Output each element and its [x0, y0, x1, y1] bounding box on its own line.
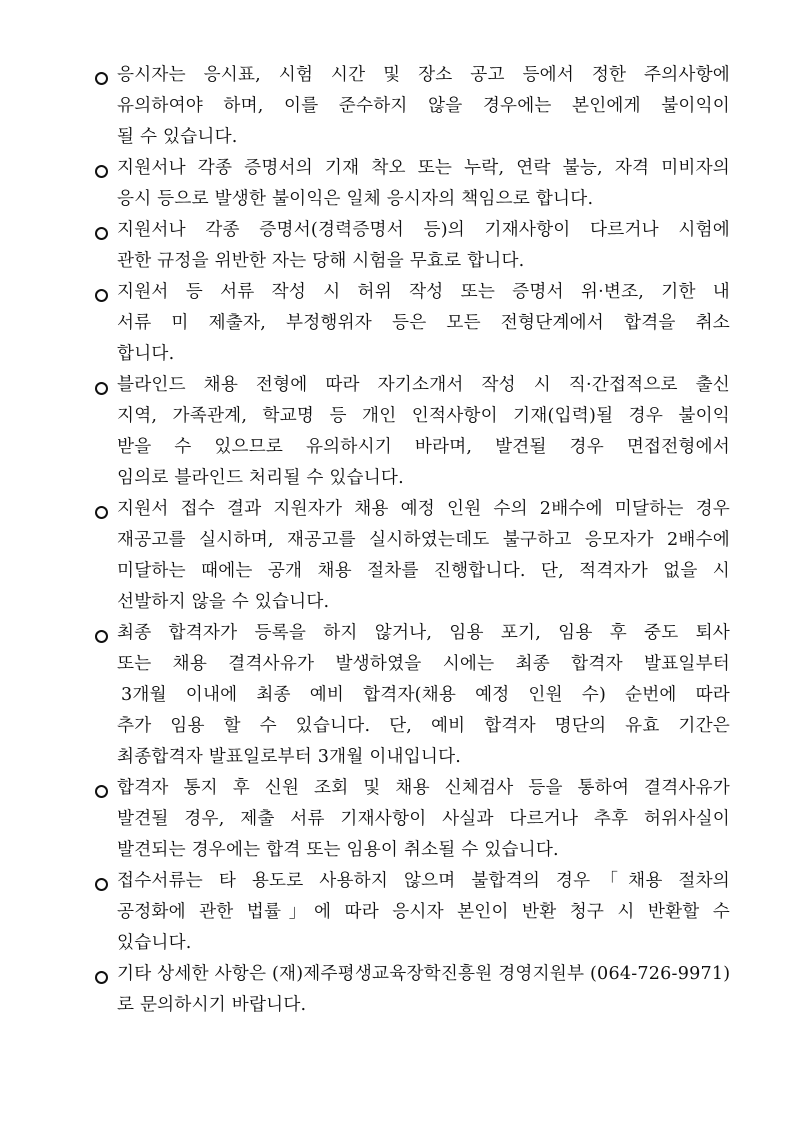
notice-line: 합격자 통지 후 신원 조회 및 채용 신체검사 등을 통하여 결격사유가 — [117, 778, 730, 798]
hollow-circle-bullet-icon — [95, 506, 108, 519]
notice-line: 공정화에 관한 법률」에 따라 응시자 본인이 반환 청구 시 반환할 수 — [117, 902, 730, 922]
notice-line: 지원서나 각종 증명서의 기재 착오 또는 누락, 연락 불능, 자격 미비자의 — [117, 158, 730, 178]
notice-line: 응시 등으로 발생한 불이익은 일체 응시자의 책임으로 합니다. — [117, 189, 594, 209]
notice-line: 지역, 가족관계, 학교명 등 개인 인적사항이 기재(입력)될 경우 불이익 — [117, 406, 730, 426]
hollow-circle-bullet-icon — [95, 382, 108, 395]
notice-line: 관한 규정을 위반한 자는 당해 시험을 무효로 합니다. — [117, 251, 525, 271]
hollow-circle-bullet-icon — [95, 878, 108, 891]
notice-line: 있습니다. — [117, 933, 192, 953]
notice-line: 3개월 이내에 최종 예비 합격자(채용 예정 인원 수) 순번에 따라 — [121, 685, 730, 705]
notice-line: 기타 상세한 사항은 (재)제주평생교육장학진흥원 경영지원부 (064-726-9971) — [117, 964, 731, 984]
notice-line: 최종합격자 발표일로부터 3개월 이내입니다. — [117, 747, 462, 767]
notice-item — [95, 277, 730, 370]
notice-line: 추가 임용 할 수 있습니다. 단, 예비 합격자 명단의 유효 기간은 — [117, 716, 730, 736]
hollow-circle-bullet-icon — [95, 227, 108, 240]
notice-line: 미달하는 때에는 공개 채용 절차를 진행합니다. 단, 적격자가 없을 시 — [117, 561, 730, 581]
notice-line: 받을 수 있으므로 유의하시기 바라며, 발견될 경우 면접전형에서 — [117, 437, 730, 457]
notice-line: 지원서나 각종 증명서(경력증명서 등)의 기재사항이 다르거나 시험에 — [117, 220, 730, 240]
hollow-circle-bullet-icon — [95, 785, 108, 798]
notice-line: 발견되는 경우에는 합격 또는 임용이 취소될 수 있습니다. — [117, 840, 559, 860]
notice-item — [95, 153, 730, 215]
notice-item — [95, 215, 730, 277]
notice-line: 유의하여야 하며, 이를 준수하지 않을 경우에는 본인에게 불이익이 — [117, 96, 730, 116]
notice-line: 선발하지 않을 수 있습니다. — [117, 592, 330, 612]
notice-line: 최종 합격자가 등록을 하지 않거나, 임용 포기, 임용 후 중도 퇴사 — [117, 623, 730, 643]
notice-line: 지원서 접수 결과 지원자가 채용 예정 인원 수의 2배수에 미달하는 경우 — [117, 499, 730, 519]
notice-line: 응시자는 응시표, 시험 시간 및 장소 공고 등에서 정한 주의사항에 — [117, 65, 730, 85]
notice-line: 접수서류는 타 용도로 사용하지 않으며 불합격의 경우「채용 절차의 — [117, 871, 730, 891]
notice-item — [95, 618, 730, 773]
notice-item — [95, 60, 730, 153]
hollow-circle-bullet-icon — [95, 289, 108, 302]
notice-list — [95, 60, 730, 1021]
notice-line: 로 문의하시기 바랍니다. — [117, 995, 307, 1015]
notice-line: 블라인드 채용 전형에 따라 자기소개서 작성 시 직·간접적으로 출신 — [117, 375, 730, 395]
notice-line: 재공고를 실시하며, 재공고를 실시하였는데도 불구하고 응모자가 2배수에 — [117, 530, 730, 550]
notice-line: 지원서 등 서류 작성 시 허위 작성 또는 증명서 위·변조, 기한 내 — [117, 282, 730, 302]
notice-line: 될 수 있습니다. — [117, 127, 238, 147]
notice-line: 또는 채용 결격사유가 발생하였을 시에는 최종 합격자 발표일부터 — [117, 654, 730, 674]
notice-item — [95, 866, 730, 959]
notice-item — [95, 370, 730, 494]
notice-item — [95, 959, 730, 1021]
notice-line: 합니다. — [117, 344, 175, 364]
hollow-circle-bullet-icon — [95, 630, 108, 643]
hollow-circle-bullet-icon — [95, 165, 108, 178]
notice-line: 서류 미 제출자, 부정행위자 등은 모든 전형단계에서 합격을 취소 — [117, 313, 730, 333]
notice-item — [95, 773, 730, 866]
hollow-circle-bullet-icon — [95, 72, 108, 85]
notice-line: 발견될 경우, 제출 서류 기재사항이 사실과 다르거나 추후 허위사실이 — [117, 809, 730, 829]
hollow-circle-bullet-icon — [95, 971, 108, 984]
notice-item — [95, 494, 730, 618]
notice-line: 임의로 블라인드 처리될 수 있습니다. — [117, 468, 404, 488]
